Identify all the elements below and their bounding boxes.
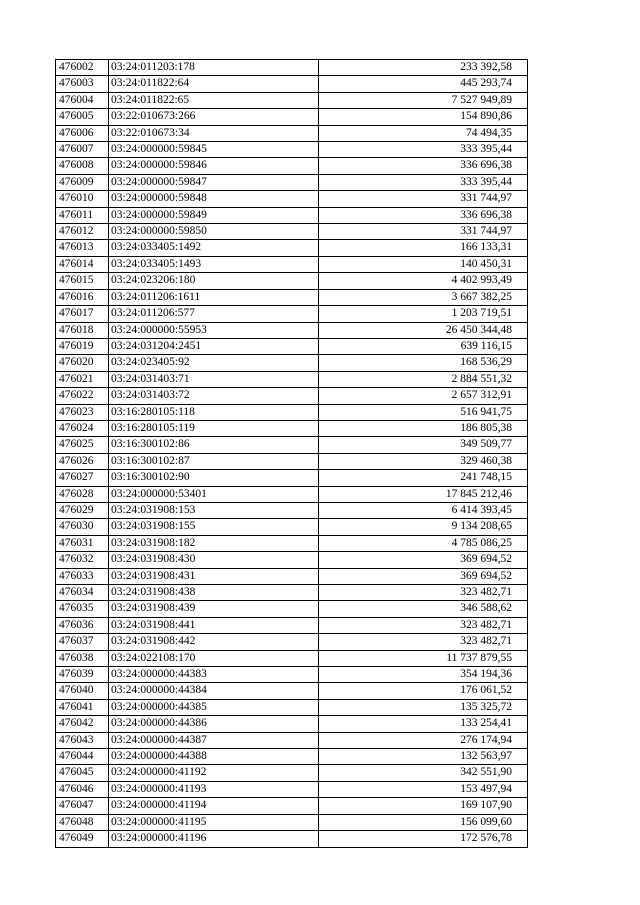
row-number-cell: 476009 bbox=[56, 174, 109, 190]
cadastral-number-cell: 03:24:023206:180 bbox=[109, 273, 319, 289]
table-row bbox=[56, 781, 528, 797]
cadastral-value-cell: 516 941,75 bbox=[319, 404, 528, 420]
row-number-cell: 476015 bbox=[56, 273, 109, 289]
cadastral-value-cell: 342 551,90 bbox=[319, 765, 528, 781]
row-number-cell: 476029 bbox=[56, 502, 109, 518]
cadastral-number-cell: 03:24:031908:153 bbox=[109, 502, 319, 518]
cadastral-value-cell: 153 497,94 bbox=[319, 781, 528, 797]
cadastral-value-cell: 26 450 344,48 bbox=[319, 322, 528, 338]
row-number-cell: 476041 bbox=[56, 699, 109, 715]
cadastral-value-cell: 166 133,31 bbox=[319, 240, 528, 256]
table-row bbox=[56, 814, 528, 830]
table-row bbox=[56, 191, 528, 207]
row-number-cell: 476002 bbox=[56, 60, 109, 76]
cadastral-number-cell: 03:24:000000:55953 bbox=[109, 322, 319, 338]
row-number-cell: 476008 bbox=[56, 158, 109, 174]
cadastral-value-cell: 132 563,97 bbox=[319, 749, 528, 765]
row-number-cell: 476027 bbox=[56, 470, 109, 486]
cadastral-number-cell: 03:16:300102:87 bbox=[109, 453, 319, 469]
cadastral-number-cell: 03:24:031908:442 bbox=[109, 634, 319, 650]
row-number-cell: 476026 bbox=[56, 453, 109, 469]
table-row bbox=[56, 765, 528, 781]
row-number-cell: 476020 bbox=[56, 355, 109, 371]
row-number-cell: 476042 bbox=[56, 716, 109, 732]
table-row bbox=[56, 585, 528, 601]
cadastral-number-cell: 03:24:000000:44385 bbox=[109, 699, 319, 715]
cadastral-value-cell: 1 203 719,51 bbox=[319, 306, 528, 322]
row-number-cell: 476024 bbox=[56, 420, 109, 436]
cadastral-value-cell: 7 527 949,89 bbox=[319, 92, 528, 108]
cadastral-number-cell: 03:24:000000:41196 bbox=[109, 831, 319, 847]
table-row bbox=[56, 404, 528, 420]
cadastral-number-cell: 03:16:280105:118 bbox=[109, 404, 319, 420]
table-row bbox=[56, 240, 528, 256]
row-number-cell: 476040 bbox=[56, 683, 109, 699]
row-number-cell: 476016 bbox=[56, 289, 109, 305]
row-number-cell: 476031 bbox=[56, 535, 109, 551]
cadastral-value-cell: 6 414 393,45 bbox=[319, 502, 528, 518]
cadastral-value-cell: 331 744,97 bbox=[319, 191, 528, 207]
cadastral-number-cell: 03:24:031908:155 bbox=[109, 519, 319, 535]
cadastral-number-cell: 03:16:300102:90 bbox=[109, 470, 319, 486]
row-number-cell: 476045 bbox=[56, 765, 109, 781]
table-row bbox=[56, 667, 528, 683]
table-row bbox=[56, 617, 528, 633]
row-number-cell: 476030 bbox=[56, 519, 109, 535]
cadastral-value-cell: 186 805,38 bbox=[319, 420, 528, 436]
cadastral-number-cell: 03:24:000000:41192 bbox=[109, 765, 319, 781]
row-number-cell: 476037 bbox=[56, 634, 109, 650]
cadastral-value-cell: 3 667 382,25 bbox=[319, 289, 528, 305]
table-row bbox=[56, 224, 528, 240]
row-number-cell: 476014 bbox=[56, 256, 109, 272]
cadastral-number-cell: 03:16:280105:119 bbox=[109, 420, 319, 436]
cadastral-value-cell: 639 116,15 bbox=[319, 338, 528, 354]
row-number-cell: 476036 bbox=[56, 617, 109, 633]
row-number-cell: 476022 bbox=[56, 388, 109, 404]
row-number-cell: 476039 bbox=[56, 667, 109, 683]
cadastral-number-cell: 03:24:000000:41194 bbox=[109, 798, 319, 814]
table-row bbox=[56, 338, 528, 354]
cadastral-value-cell: 74 494,35 bbox=[319, 125, 528, 141]
cadastral-number-cell: 03:24:000000:59846 bbox=[109, 158, 319, 174]
table-row bbox=[56, 535, 528, 551]
cadastral-number-cell: 03:24:031908:431 bbox=[109, 568, 319, 584]
cadastral-number-cell: 03:24:000000:44388 bbox=[109, 749, 319, 765]
table-row bbox=[56, 322, 528, 338]
row-number-cell: 476004 bbox=[56, 92, 109, 108]
cadastral-value-cell: 323 482,71 bbox=[319, 585, 528, 601]
cadastral-number-cell: 03:24:011822:65 bbox=[109, 92, 319, 108]
cadastral-number-cell: 03:16:300102:86 bbox=[109, 437, 319, 453]
table-row bbox=[56, 420, 528, 436]
cadastral-value-cell: 346 588,62 bbox=[319, 601, 528, 617]
row-number-cell: 476047 bbox=[56, 798, 109, 814]
cadastral-number-cell: 03:24:000000:41193 bbox=[109, 781, 319, 797]
row-number-cell: 476049 bbox=[56, 831, 109, 847]
row-number-cell: 476046 bbox=[56, 781, 109, 797]
row-number-cell: 476010 bbox=[56, 191, 109, 207]
cadastral-value-cell: 140 450,31 bbox=[319, 256, 528, 272]
row-number-cell: 476025 bbox=[56, 437, 109, 453]
cadastral-value-cell: 168 536,29 bbox=[319, 355, 528, 371]
row-number-cell: 476021 bbox=[56, 371, 109, 387]
row-number-cell: 476007 bbox=[56, 142, 109, 158]
row-number-cell: 476034 bbox=[56, 585, 109, 601]
cadastral-number-cell: 03:24:000000:59847 bbox=[109, 174, 319, 190]
cadastral-number-cell: 03:24:000000:44387 bbox=[109, 732, 319, 748]
row-number-cell: 476028 bbox=[56, 486, 109, 502]
table-row bbox=[56, 453, 528, 469]
cadastral-value-cell: 323 482,71 bbox=[319, 617, 528, 633]
cadastral-number-cell: 03:24:000000:59845 bbox=[109, 142, 319, 158]
cadastral-number-cell: 03:22:010673:266 bbox=[109, 109, 319, 125]
table-row bbox=[56, 552, 528, 568]
cadastral-number-cell: 03:24:000000:44386 bbox=[109, 716, 319, 732]
cadastral-value-cell: 369 694,52 bbox=[319, 568, 528, 584]
row-number-cell: 476032 bbox=[56, 552, 109, 568]
cadastral-number-cell: 03:24:000000:41195 bbox=[109, 814, 319, 830]
cadastral-value-cell: 156 099,60 bbox=[319, 814, 528, 830]
cadastral-number-cell: 03:24:000000:44384 bbox=[109, 683, 319, 699]
cadastral-number-cell: 03:24:031204:2451 bbox=[109, 338, 319, 354]
cadastral-value-cell: 4 402 993,49 bbox=[319, 273, 528, 289]
table-row bbox=[56, 158, 528, 174]
table-row bbox=[56, 519, 528, 535]
cadastral-value-cell: 241 748,15 bbox=[319, 470, 528, 486]
cadastral-value-cell: 133 254,41 bbox=[319, 716, 528, 732]
table-row bbox=[56, 601, 528, 617]
cadastral-number-cell: 03:24:022108:170 bbox=[109, 650, 319, 666]
cadastral-number-cell: 03:24:011206:1611 bbox=[109, 289, 319, 305]
table-row bbox=[56, 125, 528, 141]
cadastral-value-cell: 9 134 208,65 bbox=[319, 519, 528, 535]
table-row bbox=[56, 502, 528, 518]
cadastral-value-cell: 17 845 212,46 bbox=[319, 486, 528, 502]
table-row bbox=[56, 256, 528, 272]
table-row bbox=[56, 92, 528, 108]
table-row bbox=[56, 732, 528, 748]
cadastral-value-cell: 336 696,38 bbox=[319, 158, 528, 174]
cadastral-number-cell: 03:24:031403:71 bbox=[109, 371, 319, 387]
table-row bbox=[56, 634, 528, 650]
cadastral-number-cell: 03:24:031908:430 bbox=[109, 552, 319, 568]
cadastral-number-cell: 03:24:033405:1492 bbox=[109, 240, 319, 256]
cadastral-number-cell: 03:24:011822:64 bbox=[109, 76, 319, 92]
cadastral-value-cell: 154 890,86 bbox=[319, 109, 528, 125]
cadastral-number-cell: 03:24:000000:44383 bbox=[109, 667, 319, 683]
table-row bbox=[56, 683, 528, 699]
table-row bbox=[56, 355, 528, 371]
table-row bbox=[56, 306, 528, 322]
cadastral-value-cell: 11 737 879,55 bbox=[319, 650, 528, 666]
cadastral-number-cell: 03:24:031908:439 bbox=[109, 601, 319, 617]
cadastral-value-cell: 2 657 312,91 bbox=[319, 388, 528, 404]
table-row bbox=[56, 388, 528, 404]
table-row bbox=[56, 207, 528, 223]
cadastral-value-cell: 331 744,97 bbox=[319, 224, 528, 240]
cadastral-value-cell: 445 293,74 bbox=[319, 76, 528, 92]
cadastral-value-cell: 172 576,78 bbox=[319, 831, 528, 847]
table-row bbox=[56, 437, 528, 453]
cadastral-number-cell: 03:24:023405:92 bbox=[109, 355, 319, 371]
cadastral-number-cell: 03:24:011206:577 bbox=[109, 306, 319, 322]
table-row bbox=[56, 76, 528, 92]
cadastral-value-cell: 176 061,52 bbox=[319, 683, 528, 699]
table-row bbox=[56, 109, 528, 125]
row-number-cell: 476048 bbox=[56, 814, 109, 830]
table-row bbox=[56, 289, 528, 305]
cadastral-value-cell: 329 460,38 bbox=[319, 453, 528, 469]
table-body bbox=[56, 60, 528, 848]
row-number-cell: 476019 bbox=[56, 338, 109, 354]
cadastral-value-table bbox=[55, 59, 528, 848]
cadastral-number-cell: 03:24:000000:59849 bbox=[109, 207, 319, 223]
row-number-cell: 476017 bbox=[56, 306, 109, 322]
cadastral-value-cell: 169 107,90 bbox=[319, 798, 528, 814]
table-row bbox=[56, 699, 528, 715]
cadastral-number-cell: 03:24:031403:72 bbox=[109, 388, 319, 404]
row-number-cell: 476012 bbox=[56, 224, 109, 240]
cadastral-value-cell: 369 694,52 bbox=[319, 552, 528, 568]
cadastral-value-cell: 349 509,77 bbox=[319, 437, 528, 453]
row-number-cell: 476003 bbox=[56, 76, 109, 92]
cadastral-number-cell: 03:22:010673:34 bbox=[109, 125, 319, 141]
cadastral-value-cell: 135 325,72 bbox=[319, 699, 528, 715]
cadastral-number-cell: 03:24:000000:53401 bbox=[109, 486, 319, 502]
row-number-cell: 476038 bbox=[56, 650, 109, 666]
cadastral-number-cell: 03:24:000000:59848 bbox=[109, 191, 319, 207]
table-row bbox=[56, 568, 528, 584]
table-row bbox=[56, 60, 528, 76]
table-row bbox=[56, 749, 528, 765]
row-number-cell: 476005 bbox=[56, 109, 109, 125]
row-number-cell: 476044 bbox=[56, 749, 109, 765]
row-number-cell: 476006 bbox=[56, 125, 109, 141]
cadastral-number-cell: 03:24:031908:438 bbox=[109, 585, 319, 601]
row-number-cell: 476018 bbox=[56, 322, 109, 338]
cadastral-number-cell: 03:24:011203:178 bbox=[109, 60, 319, 76]
cadastral-value-cell: 336 696,38 bbox=[319, 207, 528, 223]
cadastral-value-cell: 333 395,44 bbox=[319, 174, 528, 190]
cadastral-number-cell: 03:24:033405:1493 bbox=[109, 256, 319, 272]
cadastral-number-cell: 03:24:031908:182 bbox=[109, 535, 319, 551]
table-row bbox=[56, 174, 528, 190]
row-number-cell: 476033 bbox=[56, 568, 109, 584]
table-row bbox=[56, 831, 528, 847]
table-row bbox=[56, 142, 528, 158]
row-number-cell: 476011 bbox=[56, 207, 109, 223]
cadastral-value-cell: 4 785 086,25 bbox=[319, 535, 528, 551]
row-number-cell: 476043 bbox=[56, 732, 109, 748]
cadastral-value-cell: 323 482,71 bbox=[319, 634, 528, 650]
row-number-cell: 476013 bbox=[56, 240, 109, 256]
cadastral-value-cell: 276 174,94 bbox=[319, 732, 528, 748]
cadastral-number-cell: 03:24:000000:59850 bbox=[109, 224, 319, 240]
cadastral-number-cell: 03:24:031908:441 bbox=[109, 617, 319, 633]
table-row bbox=[56, 798, 528, 814]
cadastral-value-cell: 333 395,44 bbox=[319, 142, 528, 158]
table-row bbox=[56, 470, 528, 486]
table-row bbox=[56, 486, 528, 502]
row-number-cell: 476023 bbox=[56, 404, 109, 420]
table-row bbox=[56, 371, 528, 387]
table-row bbox=[56, 650, 528, 666]
cadastral-value-cell: 354 194,36 bbox=[319, 667, 528, 683]
cadastral-value-cell: 2 884 551,32 bbox=[319, 371, 528, 387]
table-row bbox=[56, 716, 528, 732]
cadastral-value-cell: 233 392,58 bbox=[319, 60, 528, 76]
row-number-cell: 476035 bbox=[56, 601, 109, 617]
table-row bbox=[56, 273, 528, 289]
